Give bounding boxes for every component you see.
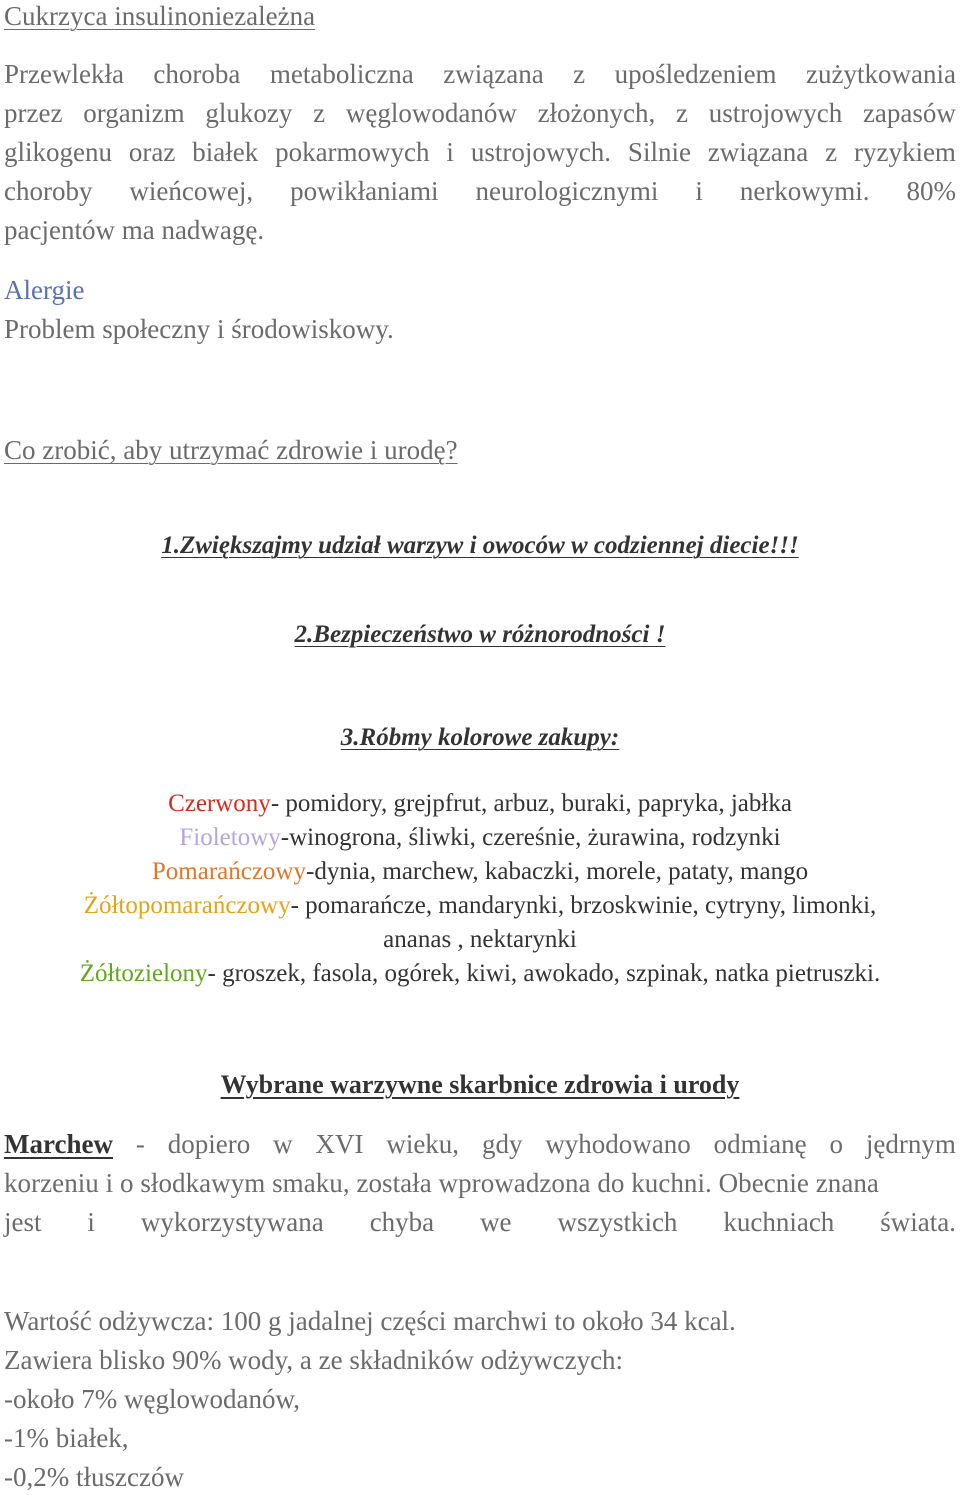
marchew-line-1 xyxy=(4,1128,956,1160)
word: pokarmowych xyxy=(275,137,430,167)
color-text-green: - groszek, fasola, ogórek, kiwi, awokado, szpinak, natka pietruszki. xyxy=(207,960,881,987)
word: o xyxy=(829,1129,844,1159)
word: świata. xyxy=(880,1207,956,1237)
alergie-heading: Alergie xyxy=(4,275,85,305)
color-row-violet xyxy=(0,822,960,854)
word: i xyxy=(695,176,703,206)
word: kuchniach xyxy=(723,1207,835,1237)
word: z xyxy=(313,98,326,128)
word: oraz xyxy=(128,137,176,167)
paragraph-1-line-1 xyxy=(4,58,956,90)
word: chyba xyxy=(369,1207,435,1237)
marchew-line-2: korzeniu i o słodkawym smaku, została wprowadzona do kuchni. Obecnie znana xyxy=(4,1168,879,1198)
word: nerkowymi. xyxy=(739,176,870,206)
word: XVI xyxy=(315,1129,364,1159)
word: zapasów xyxy=(862,98,956,128)
word: i xyxy=(446,137,454,167)
color-text-orange: -dynia, marchew, kabaczki, morele, pataty, mango xyxy=(306,858,809,885)
question-heading: Co zrobić, aby utrzymać zdrowie i urodę? xyxy=(4,435,458,465)
document-title xyxy=(4,0,956,32)
tip-2-text: 2.Bezpieczeństwo w różnorodności ! xyxy=(294,621,666,648)
word: odmianę xyxy=(713,1129,807,1159)
color-text-violet: -winogrona, śliwki, czereśnie, żurawina, rodzynki xyxy=(280,824,781,851)
word: jest xyxy=(4,1207,42,1237)
word: związana xyxy=(443,59,544,89)
word: złożonych, xyxy=(537,98,656,128)
word: wyhodowano xyxy=(545,1129,691,1159)
nutrition-line-1: Wartość odżywcza: 100 g jadalnej części marchwi to około 34 kcal. xyxy=(4,1306,736,1336)
word: wieku, xyxy=(386,1129,460,1159)
tip-1-text: 1.Zwiększajmy udział warzyw i owoców w codziennej diecie!!! xyxy=(161,532,799,559)
word: wieńcowej, xyxy=(129,176,254,206)
word: zużytkowania xyxy=(806,59,956,89)
word: z xyxy=(573,59,586,89)
tip-1 xyxy=(0,528,960,562)
word: przez xyxy=(4,98,63,128)
color-row-yellow-cont xyxy=(0,924,960,956)
nutrition-line-2: Zawiera blisko 90% wody, a ze składników odżywczych: xyxy=(4,1345,624,1375)
word: wszystkich xyxy=(557,1207,678,1237)
word: gdy xyxy=(481,1129,523,1159)
word: węglowodanów xyxy=(345,98,517,128)
word: powikłaniami xyxy=(290,176,439,206)
word: we xyxy=(480,1207,512,1237)
color-row-red xyxy=(0,788,960,820)
word: jędrnym xyxy=(865,1129,956,1159)
nutrition-line-5: -0,2% tłuszczów xyxy=(4,1462,184,1492)
word: Silnie xyxy=(627,137,691,167)
marchew-line-3 xyxy=(4,1206,956,1238)
word: ryzykiem xyxy=(853,137,956,167)
title-text: Cukrzyca insulinoniezależna xyxy=(4,1,316,31)
word: dopiero xyxy=(167,1129,251,1159)
word: z xyxy=(676,98,688,128)
word: z xyxy=(825,137,838,167)
problem-text: Problem społeczny i środowiskowy. xyxy=(4,314,394,344)
color-label-green: Żółtozielony xyxy=(79,960,208,987)
word: choroba xyxy=(153,59,241,89)
color-label-red: Czerwony xyxy=(168,790,271,817)
word: organizm xyxy=(83,98,185,128)
color-label-yellow: Żółtopomarańczowy xyxy=(83,892,291,919)
word: ustrojowych. xyxy=(470,137,612,167)
word: związana xyxy=(707,137,809,167)
word: neurologicznymi xyxy=(475,176,659,206)
word: glikogenu xyxy=(4,137,112,167)
word: upośledzeniem xyxy=(614,59,777,89)
word: glukozy xyxy=(205,98,293,128)
section-heading-text: Wybrane warzywne skarbnice zdrowia i urody xyxy=(220,1070,740,1099)
color-text-yellow: - pomarańcze, mandarynki, brzoskwinie, cytryny, limonki, xyxy=(290,892,877,919)
word: metaboliczna xyxy=(269,59,414,89)
word: choroby xyxy=(4,176,93,206)
color-label-orange: Pomarańczowy xyxy=(151,858,306,885)
paragraph-1-line-2 xyxy=(4,97,956,129)
marchew-label: Marchew xyxy=(4,1129,113,1159)
color-row-orange xyxy=(0,856,960,888)
color-text-red: - pomidory, grejpfrut, arbuz, buraki, papryka, jabłka xyxy=(270,790,792,817)
color-row-green xyxy=(0,958,960,990)
tip-3 xyxy=(0,720,960,754)
word: ustrojowych xyxy=(708,98,843,128)
section-heading xyxy=(0,1068,960,1101)
tip-3-text: 3.Róbmy kolorowe zakupy: xyxy=(340,724,620,751)
paragraph-1-line-3 xyxy=(4,136,956,168)
word: białek xyxy=(192,137,259,167)
color-row-yellow xyxy=(0,890,960,922)
color-label-violet: Fioletowy xyxy=(179,824,281,851)
paragraph-1-line-5: pacjentów ma nadwagę. xyxy=(4,215,265,245)
paragraph-1-line-4 xyxy=(4,175,956,207)
nutrition-line-3: -około 7% węglowodanów, xyxy=(4,1384,300,1414)
color-text-yellow-2: ananas , nektarynki xyxy=(383,926,577,953)
word: w xyxy=(273,1129,293,1159)
word: - xyxy=(135,1129,145,1159)
word: Przewlekła xyxy=(4,59,124,89)
word: 80% xyxy=(906,176,956,206)
word: i xyxy=(87,1207,95,1237)
nutrition-line-4: -1% białek, xyxy=(4,1423,129,1453)
tip-2 xyxy=(0,617,960,651)
word: wykorzystywana xyxy=(140,1207,324,1237)
